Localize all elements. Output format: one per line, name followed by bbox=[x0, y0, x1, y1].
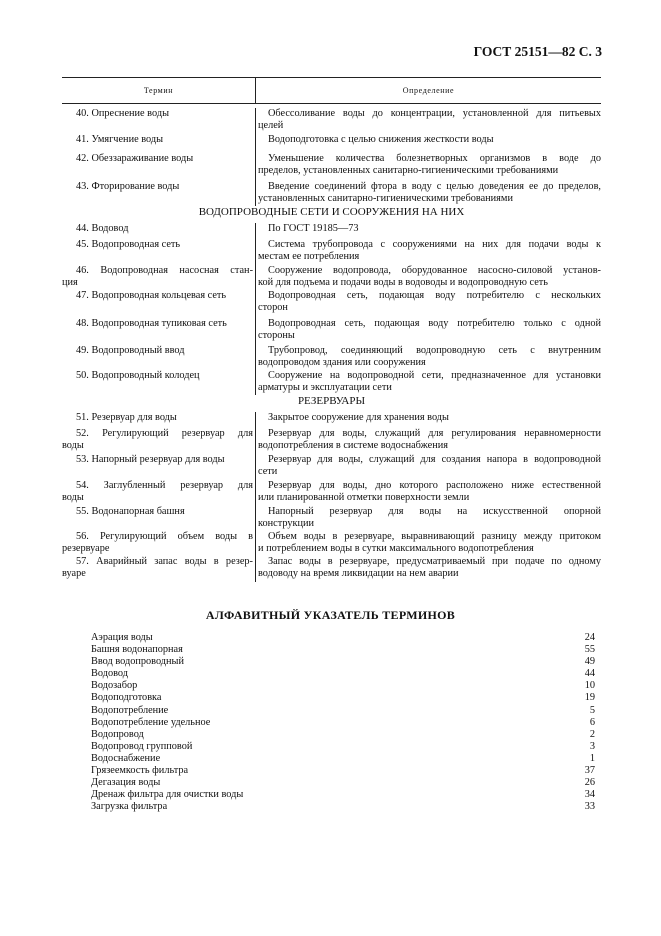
terms-table bbox=[62, 77, 601, 582]
index-entry bbox=[91, 801, 595, 813]
index-term: Ввод водопроводный bbox=[91, 656, 184, 668]
index-term: Водовод bbox=[91, 668, 128, 680]
index-term: Аэрация воды bbox=[91, 632, 153, 643]
term-cell bbox=[62, 556, 256, 582]
term-text: 50. Водопроводный колодец bbox=[76, 370, 200, 381]
definition-cell bbox=[256, 370, 601, 395]
definition-text: целей bbox=[258, 119, 284, 131]
index-entry bbox=[91, 705, 595, 717]
term-cell bbox=[62, 506, 256, 531]
index-number: 26 bbox=[584, 777, 595, 789]
definition-cell bbox=[256, 506, 601, 531]
definition-text: сети bbox=[258, 465, 278, 477]
definition-cell bbox=[256, 531, 601, 556]
term-cell bbox=[62, 290, 256, 318]
index-term: Дренаж фильтра для очистки воды bbox=[91, 789, 244, 801]
definition-text: водопроводом здания или сооружения bbox=[258, 356, 426, 368]
index-entry bbox=[91, 765, 595, 777]
column-header-term: Термин bbox=[62, 78, 256, 103]
term-cell bbox=[62, 345, 256, 370]
term-cell bbox=[62, 181, 256, 206]
definition-text: Объем воды в резервуаре, выравнивающий разницу между притоком bbox=[268, 531, 601, 542]
term-row bbox=[62, 531, 601, 556]
index-entry bbox=[91, 656, 595, 668]
term-text: 40. Опреснение воды bbox=[76, 108, 169, 119]
definition-text: Введение соединений фтора в воду с целью доведения ее до пределов, bbox=[268, 181, 601, 192]
term-cell bbox=[62, 239, 256, 265]
definition-text: По ГОСТ 19185—73 bbox=[268, 223, 359, 234]
term-row bbox=[62, 181, 601, 206]
index-number: 55 bbox=[584, 644, 595, 656]
definition-cell bbox=[256, 556, 601, 582]
index-term: Водоснабжение bbox=[91, 752, 161, 764]
term-row bbox=[62, 290, 601, 318]
index-entry bbox=[91, 644, 595, 656]
definition-text: Резервуар для воды, служащий для создания напора в водопроводной bbox=[268, 454, 601, 465]
definition-text: или планированной отметки поверхности земли bbox=[258, 491, 470, 503]
definition-text: Закрытое сооружение для хранения воды bbox=[268, 412, 449, 423]
term-cell bbox=[62, 480, 256, 506]
index-entry bbox=[91, 717, 595, 729]
index-term: Башня водонапорная bbox=[91, 644, 183, 656]
definition-cell bbox=[256, 428, 601, 454]
index-number: 49 bbox=[584, 656, 595, 668]
term-text: 47. Водопроводная кольцевая сеть bbox=[76, 290, 227, 301]
index-entry bbox=[91, 753, 595, 765]
term-text-continued: воды bbox=[62, 491, 84, 503]
term-row bbox=[62, 345, 601, 370]
definition-cell bbox=[256, 134, 601, 153]
definition-text: пределов, установленных санитарно-гигиеническими требованиями bbox=[258, 164, 559, 176]
definition-text: водоводу на время ликвидации на нем аварии bbox=[258, 567, 459, 579]
definition-text: кой для подъема и подачи воды в водоводы и водопроводную сеть bbox=[258, 276, 549, 288]
term-text: 55. Водонапорная башня bbox=[76, 506, 185, 517]
term-row bbox=[62, 318, 601, 345]
definition-cell bbox=[256, 345, 601, 370]
index-number: 34 bbox=[584, 789, 595, 801]
section-heading: РЕЗЕРВУАРЫ bbox=[297, 395, 366, 407]
index-term: Водопотребление удельное bbox=[91, 716, 211, 728]
term-row bbox=[62, 265, 601, 290]
definition-cell bbox=[256, 265, 601, 290]
term-row bbox=[62, 480, 601, 506]
index-term: Грязеемкость фильтра bbox=[91, 765, 189, 777]
definition-text: Трубопровод, соединяющий водопроводную сеть с внутренним bbox=[268, 345, 601, 356]
index-term: Загрузка фильтра bbox=[91, 801, 168, 813]
term-row bbox=[62, 153, 601, 181]
term-text-continued: резервуаре bbox=[62, 542, 110, 554]
index-number: 37 bbox=[584, 765, 595, 777]
term-text-continued: вуаре bbox=[62, 567, 86, 579]
page-header: ГОСТ 25151—82 С. 3 bbox=[473, 44, 602, 59]
term-text: 57. Аварийный запас воды в резер- bbox=[76, 556, 253, 567]
index-number: 24 bbox=[584, 632, 595, 643]
term-cell bbox=[62, 153, 256, 181]
term-cell bbox=[62, 428, 256, 454]
term-row bbox=[62, 104, 601, 134]
index-number: 3 bbox=[589, 740, 595, 752]
index-entry bbox=[91, 789, 595, 801]
index-term: Водозабор bbox=[91, 680, 138, 692]
table-body bbox=[62, 104, 601, 582]
term-cell bbox=[62, 370, 256, 395]
definition-text: конструкции bbox=[258, 517, 315, 529]
index-term: Водопровод групповой bbox=[91, 740, 193, 752]
term-cell bbox=[62, 412, 256, 428]
index-number: 10 bbox=[584, 680, 595, 692]
index-number: 6 bbox=[589, 716, 595, 728]
term-text: 41. Умягчение воды bbox=[76, 134, 164, 145]
term-text: 49. Водопроводный ввод bbox=[76, 345, 185, 356]
definition-cell bbox=[256, 153, 601, 181]
definition-text: Резервуар для воды, дно которого расположено ниже естественной bbox=[268, 480, 601, 491]
term-text: 45. Водопроводная сеть bbox=[76, 239, 181, 250]
definition-text: Сооружение водопровода, оборудованное насосно-силовой установ- bbox=[268, 265, 601, 276]
definition-cell bbox=[256, 223, 601, 239]
term-text: 53. Напорный резервуар для воды bbox=[76, 454, 225, 465]
definition-cell bbox=[256, 290, 601, 318]
term-row bbox=[62, 370, 601, 395]
index-number: 5 bbox=[589, 704, 595, 716]
term-row bbox=[62, 221, 601, 239]
term-cell bbox=[62, 531, 256, 556]
index-entry bbox=[91, 632, 595, 644]
definition-text: установленных санитарно-гигиеническими требованиями bbox=[258, 192, 513, 204]
index-entry bbox=[91, 668, 595, 680]
term-text: 44. Водовод bbox=[76, 223, 129, 234]
term-text: 42. Обеззараживание воды bbox=[76, 153, 194, 164]
table-header bbox=[62, 77, 601, 104]
index-entry bbox=[91, 729, 595, 741]
definition-text: Напорный резервуар для воды на искусственной опорной bbox=[268, 506, 601, 517]
definition-cell bbox=[256, 108, 601, 134]
term-text: 51. Резервуар для воды bbox=[76, 412, 177, 423]
term-text-continued: воды bbox=[62, 439, 84, 451]
term-row bbox=[62, 556, 601, 582]
definition-text: Водоподготовка с целью снижения жесткости воды bbox=[268, 134, 494, 145]
index-entry bbox=[91, 777, 595, 789]
term-row bbox=[62, 239, 601, 265]
definition-text: Резервуар для воды, служащий для регулирования неравномерности bbox=[268, 428, 601, 439]
definition-text: арматуры и эксплуатации сети bbox=[258, 381, 392, 393]
definition-text: местам ее потребления bbox=[258, 250, 360, 262]
section-heading: ВОДОПРОВОДНЫЕ СЕТИ И СООРУЖЕНИЯ НА НИХ bbox=[198, 206, 465, 218]
index-number: 19 bbox=[584, 692, 595, 704]
definition-cell bbox=[256, 181, 601, 206]
definition-text: Водопроводная сеть, подающая воду потребителю с нескольких bbox=[268, 290, 601, 301]
index-number: 1 bbox=[589, 752, 595, 764]
index-title: АЛФАВИТНЫЙ УКАЗАТЕЛЬ ТЕРМИНОВ bbox=[205, 608, 456, 622]
index-number: 33 bbox=[584, 801, 595, 813]
term-text: 48. Водопроводная тупиковая сеть bbox=[76, 318, 227, 329]
definition-cell bbox=[256, 318, 601, 345]
alphabetical-index bbox=[91, 632, 595, 813]
definition-text: Уменьшение количества болезнетворных организмов в воде до bbox=[268, 153, 601, 164]
index-term: Водопровод bbox=[91, 728, 144, 740]
definition-text: Сооружение на водопроводной сети, предназначенное для установки bbox=[268, 370, 601, 381]
definition-cell bbox=[256, 454, 601, 480]
definition-text: стороны bbox=[258, 329, 295, 341]
term-cell bbox=[62, 318, 256, 345]
term-row bbox=[62, 410, 601, 428]
index-entry bbox=[91, 680, 595, 692]
term-row bbox=[62, 134, 601, 153]
definition-text: Обессоливание воды до концентрации, установленной для питьевых bbox=[268, 108, 601, 119]
index-number: 44 bbox=[584, 668, 595, 680]
term-cell bbox=[62, 265, 256, 290]
term-cell bbox=[62, 134, 256, 153]
term-cell bbox=[62, 454, 256, 480]
definition-text: и потреблением воды в сутки максимального водопотребления bbox=[258, 542, 534, 554]
definition-text: Запас воды в резервуаре, предусматриваемый при подаче по одному bbox=[268, 556, 601, 567]
definition-text: Водопроводная сеть, подающая воду потребителю только с одной bbox=[268, 318, 601, 329]
definition-text: водопотребления в системе водоснабжения bbox=[258, 439, 448, 451]
index-entry bbox=[91, 692, 595, 704]
term-text: 56. Регулирующий объем воды в bbox=[76, 531, 253, 542]
term-row bbox=[62, 506, 601, 531]
term-row bbox=[62, 428, 601, 454]
index-term: Дегазация воды bbox=[91, 777, 161, 789]
term-text: 52. Регулирующий резервуар для bbox=[76, 428, 253, 439]
index-term: Водоподготовка bbox=[91, 692, 162, 704]
term-text: 54. Заглубленный резервуар для bbox=[76, 480, 253, 491]
index-entry bbox=[91, 741, 595, 753]
term-text: 43. Фторирование воды bbox=[76, 181, 180, 192]
definition-cell bbox=[256, 239, 601, 265]
definition-cell bbox=[256, 412, 601, 428]
index-number: 2 bbox=[589, 728, 595, 740]
term-text-continued: ция bbox=[62, 276, 78, 288]
index-term: Водопотребление bbox=[91, 704, 169, 716]
term-cell bbox=[62, 223, 256, 239]
term-text: 46. Водопроводная насосная стан- bbox=[76, 265, 253, 276]
definition-cell bbox=[256, 480, 601, 506]
column-header-definition: Определение bbox=[402, 86, 455, 95]
term-row bbox=[62, 454, 601, 480]
definition-text: Система трубопровода с сооружениями на них для подачи воды к bbox=[268, 239, 601, 250]
definition-text: сторон bbox=[258, 301, 288, 313]
term-cell bbox=[62, 108, 256, 134]
